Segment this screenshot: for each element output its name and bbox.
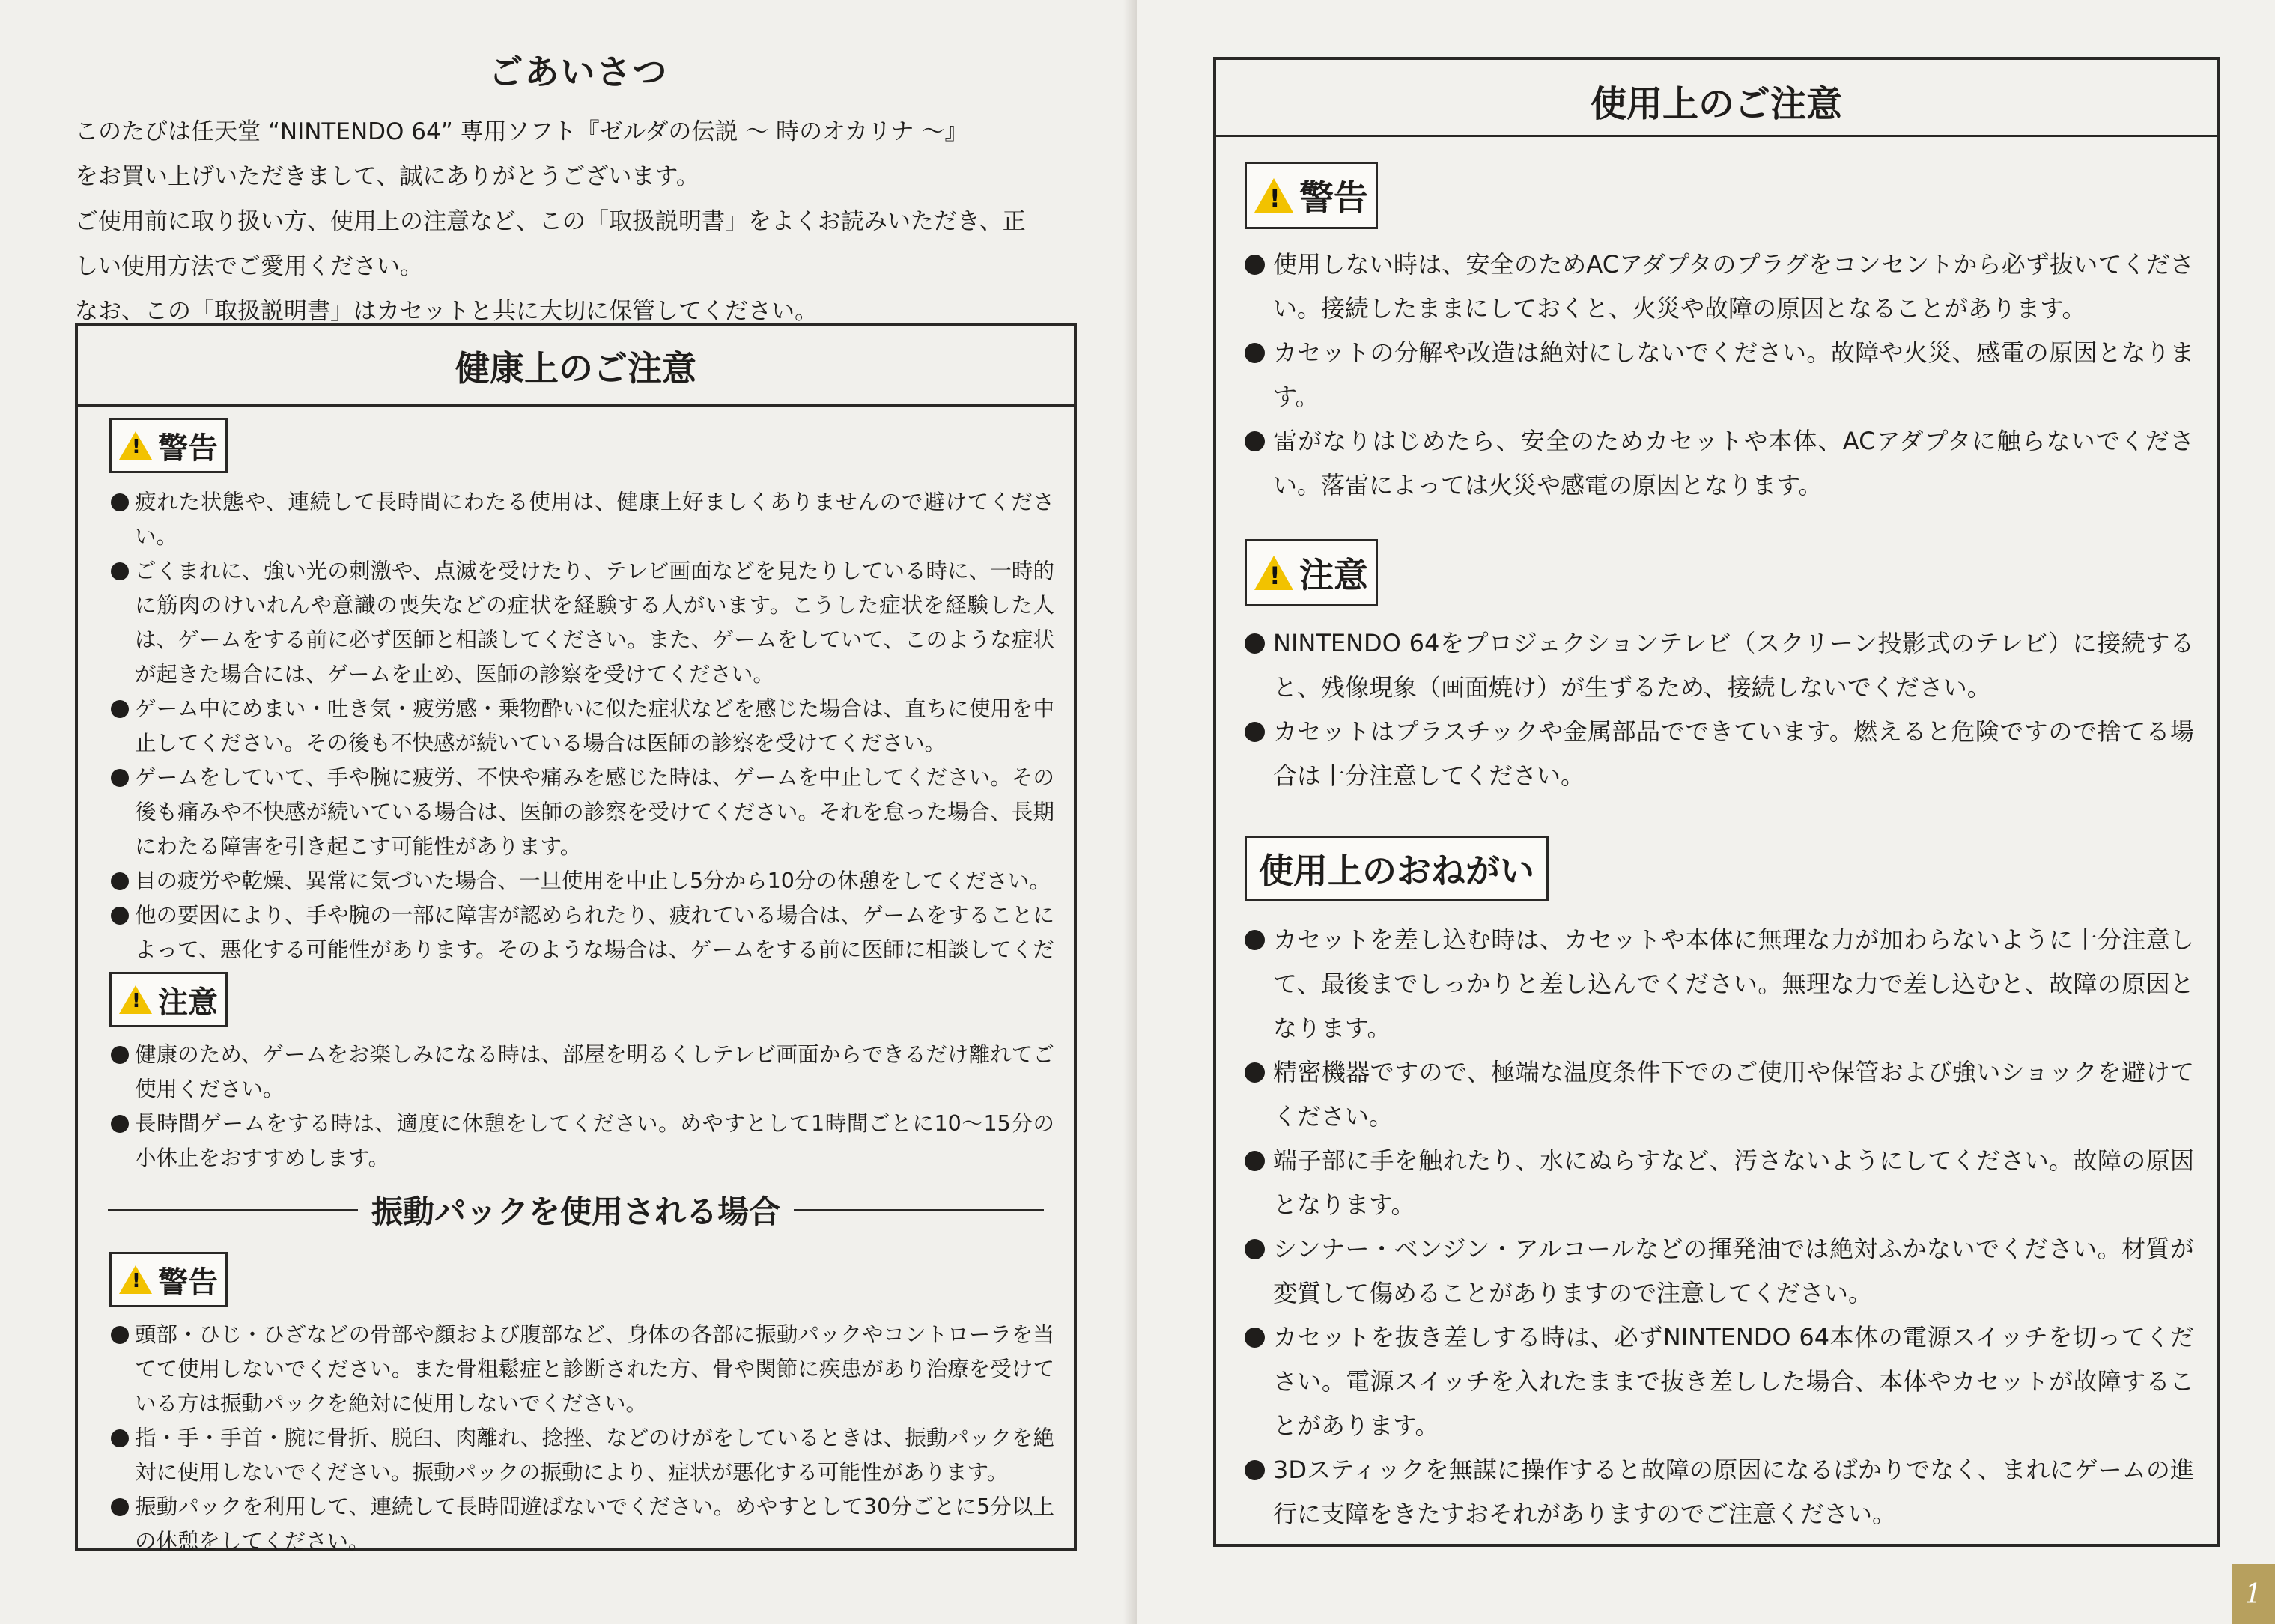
list-item: 目の疲労や乾燥、異常に気づいた場合、一旦使用を中止し5分から10分の休憩をしてください。 (109, 864, 1054, 898)
usage-caution-label: 注意 (1299, 555, 1368, 595)
list-item: カセットを抜き差しする時は、必ずNINTENDO 64本体の電源スイッチを切ってください。電源スイッチを入れたままで抜き差しした場合、本体やカセットが故障することがあります。 (1243, 1316, 2194, 1448)
warning-triangle-icon (119, 431, 152, 460)
usage-caution-list (1243, 621, 2194, 798)
health-caution-label: 注意 (158, 985, 218, 1020)
list-item: ゲームをしていて、手や腕に疲労、不快や痛みを感じた時は、ゲームを中止してください。その後も痛みや不快感が続いている場合は、医師の診察を受けてください。それを怠った場合、長期にわたる障害を引き起こす可能性があります。 (109, 761, 1054, 864)
list-item: 他の要因により、手や腕の一部に障害が認められたり、疲れている場合は、ゲームをすることによって、悪化する可能性があります。そのような場合は、ゲームをする前に医師に相談してくだ (109, 898, 1054, 1002)
greeting-line: ご使用前に取り扱い方、使用上の注意など、この「取扱説明書」をよくお読みいただき、正 (75, 208, 1026, 235)
greeting-line: をお買い上げいただきまして、誠にありがとうございます。 (75, 163, 699, 190)
list-item: 雷がなりはじめたら、安全のためカセットや本体、ACアダプタに触らないでください。落雷によっては火災や感電の原因となります。 (1243, 419, 2194, 508)
usage-request-badge (1245, 836, 1549, 901)
right-page (1137, 0, 2275, 1624)
list-item: 指・手・手首・腕に骨折、脱臼、肉離れ、捻挫、などのけがをしているときは、振動パックを絶対に使用しないでください。振動パックの振動により、症状が悪化する可能性があります。 (109, 1421, 1054, 1490)
list-item: ゲーム中にめまい・吐き気・疲労感・乗物酔いに似た症状などを感じた場合は、直ちに使用を中止してください。その後も不快感が続いている場合は医師の診察を受けてください。 (109, 692, 1054, 761)
rumble-warning-label: 警告 (158, 1265, 218, 1300)
greeting-line: なお、この「取扱説明書」はカセットと共に大切に保管してください。 (75, 298, 818, 325)
health-caution-list (109, 1038, 1054, 1176)
divider-line (794, 1209, 1044, 1211)
list-item: NINTENDO 64をプロジェクションテレビ（スクリーン投影式のテレビ）に接続すると、残像現象（画面焼け）が生ずるため、接続しないでください。 (1243, 621, 2194, 710)
health-warning-badge (109, 418, 228, 473)
usage-warning-badge (1245, 162, 1378, 229)
list-item: 3Dスティックを無謀に操作すると故障の原因になるばかりでなく、まれにゲームの進行に支障をきたすおそれがありますのでご注意ください。 (1243, 1448, 2194, 1536)
caution-triangle-icon (119, 985, 152, 1014)
divider-line (108, 1209, 358, 1211)
list-item: シンナー・ベンジン・アルコールなどの揮発油では絶対ふかないでください。材質が変質して傷めることがありますので注意してください。 (1243, 1227, 2194, 1316)
greeting-section (75, 45, 1082, 334)
list-item: 振動パックを利用して、連続して長時間遊ばないでください。めやすとして30分ごとに5分以上の休憩をしてください。 (109, 1490, 1054, 1559)
warning-triangle-icon (1254, 178, 1293, 213)
page-number: 1 (2244, 1578, 2262, 1610)
usage-notice-box (1213, 57, 2220, 1547)
usage-title-rule (1216, 135, 2217, 137)
list-item: 頭部・ひじ・ひざなどの骨部や顔および腹部など、身体の各部に振動パックやコントローラを当てて使用しないでください。また骨粗鬆症と診断された方、骨や関節に疾患があり治療を受けている方は振動パックを絶対に使用しないでください。 (109, 1318, 1054, 1421)
list-item: 健康のため、ゲームをお楽しみになる時は、部屋を明るくしテレビ画面からできるだけ離れてご使用ください。 (109, 1038, 1054, 1107)
usage-warning-label: 警告 (1299, 177, 1368, 218)
greeting-line: しい使用方法でご愛用ください。 (75, 253, 423, 280)
usage-request-list (1243, 918, 2194, 1536)
health-caution-badge (109, 972, 228, 1027)
usage-title: 使用上のご注意 (1590, 83, 1842, 125)
health-notice-box (75, 323, 1077, 1554)
left-page (0, 0, 1129, 1624)
rumble-section-divider (108, 1187, 1044, 1232)
greeting-line: このたびは任天堂 “NINTENDO 64” 専用ソフト『ゼルダの伝説 〜 時のオカリナ 〜』 (75, 118, 968, 145)
health-title-rule (78, 404, 1074, 407)
warning-triangle-icon (119, 1265, 152, 1294)
list-item: カセットの分解や改造は絶対にしないでください。故障や火災、感電の原因となります。 (1243, 331, 2194, 419)
list-item: 疲れた状態や、連続して長時間にわたる使用は、健康上好ましくありませんので避けてください。 (109, 485, 1054, 554)
caution-triangle-icon (1254, 556, 1293, 590)
list-item: 精密機器ですので、極端な温度条件下でのご使用や保管および強いショックを避けてください。 (1243, 1050, 2194, 1139)
list-item: 端子部に手を触れたり、水にぬらすなど、汚さないようにしてください。故障の原因となります。 (1243, 1139, 2194, 1227)
usage-request-label: 使用上のおねがい (1259, 851, 1534, 891)
usage-warning-list (1243, 243, 2194, 508)
list-item: カセットを差し込む時は、カセットや本体に無理な力が加わらないように十分注意して、最後までしっかりと差し込んでください。無理な力で差し込むと、故障の原因となります。 (1243, 918, 2194, 1050)
health-warning-label: 警告 (158, 431, 218, 466)
list-item: ごくまれに、強い光の刺激や、点滅を受けたり、テレビ画面などを見たりしている時に、一時的に筋肉のけいれんや意識の喪失などの症状を経験する人がいます。こうした症状を経験した人は、ゲームをする前に必ず医師と相談してください。また、ゲームをしていて、このような症状が起きた場合には、ゲームを止め、医師の診察を受けてください。 (109, 554, 1054, 692)
rumble-warning-badge (109, 1252, 228, 1307)
rumble-section-title: 振動パックを使用される場合 (371, 1193, 781, 1230)
list-item: 使用しない時は、安全のためACアダプタのプラグをコンセントから必ず抜いてください。接続したままにしておくと、火災や故障の原因となることがあります。 (1243, 243, 2194, 331)
list-item: カセットはプラスチックや金属部品でできています。燃えると危険ですので捨てる場合は十分注意してください。 (1243, 710, 2194, 798)
health-title: 健康上のご注意 (455, 348, 696, 389)
list-item: 長時間ゲームをする時は、適度に休憩をしてください。めやすとして1時間ごとに10〜15分の小休止をおすすめします。 (109, 1107, 1054, 1176)
usage-caution-badge (1245, 539, 1378, 606)
rumble-warning-list (109, 1318, 1054, 1559)
health-warning-list (109, 485, 1054, 1002)
page-number-tab (2232, 1564, 2275, 1624)
greeting-title: ごあいさつ (488, 52, 669, 92)
